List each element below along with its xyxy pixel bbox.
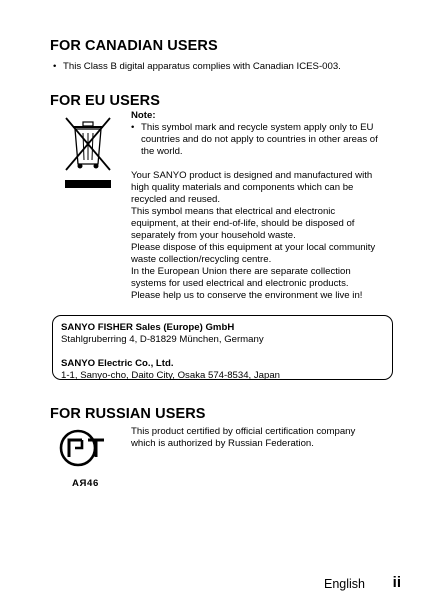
company1-name: SANYO FISHER Sales (Europe) GmbH: [61, 322, 235, 333]
russian-text: [131, 426, 401, 450]
company2-address: 1-1, Sanyo-cho, Daito City, Osaka 574-8534, Japan: [61, 370, 281, 381]
note-line: countries and do not apply to countries in other areas of: [141, 134, 378, 145]
company1-address: Stahlgruberring 4, D-81829 München, Germany: [61, 334, 264, 345]
eu-body-line: high quality materials and components which can be: [131, 182, 354, 193]
eu-body-line: This symbol means that electrical and electronic: [131, 206, 336, 217]
page-number: ii: [392, 574, 401, 591]
note-line: the world.: [141, 146, 183, 157]
footer-language: English: [324, 577, 365, 591]
note-item: [131, 122, 399, 158]
canadian-bullet: [53, 61, 341, 73]
contact-box: [52, 315, 393, 380]
eu-text-block: [131, 110, 399, 302]
russian-heading: FOR RUSSIAN USERS: [50, 406, 206, 422]
eu-body-line: recycled and reused.: [131, 194, 221, 205]
eu-body-line: Please dispose of this equipment at your local community: [131, 242, 376, 253]
russian-text-line: which is authorized by Russian Federation.: [131, 438, 314, 449]
eu-body-line: In the European Union there are separate collection: [131, 266, 351, 277]
eu-body-line: systems for used electrical and electronic products.: [131, 278, 349, 289]
eu-body: [131, 170, 399, 302]
russian-text-line: This product certified by official certification company: [131, 426, 356, 437]
company2-name: SANYO Electric Co., Ltd.: [61, 358, 174, 369]
weee-crossed-bin-icon: [58, 112, 118, 192]
note-line: This symbol mark and recycle system apply only to EU: [141, 122, 374, 133]
gost-r-certification-icon: [58, 427, 108, 471]
bullet-dot: •: [53, 61, 57, 72]
eu-body-line: Please help us to conserve the environment we live in!: [131, 290, 363, 301]
eu-heading: FOR EU USERS: [50, 93, 160, 109]
eu-body-line: separately from your household waste.: [131, 230, 296, 241]
cert-code: АЯ46: [72, 478, 99, 489]
eu-body-line: waste collection/recycling centre.: [131, 254, 272, 265]
note-title: Note:: [131, 110, 156, 121]
eu-body-line: Your SANYO product is designed and manufactured with: [131, 170, 373, 181]
eu-body-line: equipment, at their end-of-life, should be disposed of: [131, 218, 355, 229]
canadian-heading: FOR CANADIAN USERS: [50, 38, 218, 54]
bullet-dot: •: [131, 122, 135, 133]
canadian-bullet-text: This Class B digital apparatus complies with Canadian ICES-003.: [63, 61, 341, 72]
